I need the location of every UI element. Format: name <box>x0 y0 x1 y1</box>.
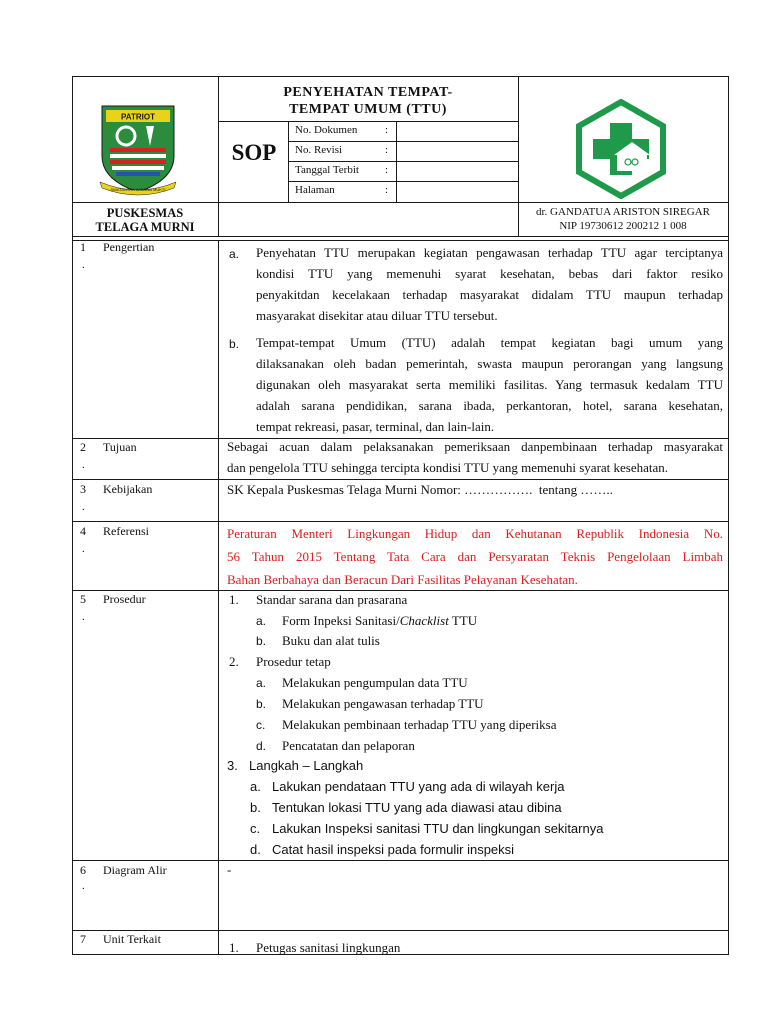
row-5-number: 5 <box>80 592 86 606</box>
field-revision-label: No. Revisi <box>295 144 343 156</box>
reference-line-2: 56 Tahun 2015 Tentang Tata Cara dan Persyaratan Teknis Pengelolaan Limbah <box>227 549 723 564</box>
def-b-text <box>256 332 723 437</box>
proc-2a-marker: a. <box>256 676 267 690</box>
row-5-label: Prosedur <box>103 592 146 606</box>
field-issue-date-label: Tanggal Terbit <box>295 164 359 176</box>
proc-2c-text: Melakukan pembinaan terhadap TTU yang diperiksa <box>282 717 557 732</box>
proc-3d-text: Catat hasil inspeksi pada formulir inspeksi <box>272 842 515 857</box>
proc-1b-text: Buku dan alat tulis <box>282 633 380 648</box>
row-1-number: 1 <box>80 240 86 254</box>
org-line-2: TELAGA MURNI <box>95 220 195 234</box>
proc-2-marker: 2. <box>229 654 239 669</box>
proc-3b-text: Tentukan lokasi TTU yang ada diawasi atau dibina <box>272 800 562 815</box>
official-name: dr. GANDATUA ARISTON SIREGAR <box>536 206 710 218</box>
def-b-marker: b. <box>229 337 240 351</box>
reference-text <box>227 522 723 591</box>
row-4-label: Referensi <box>103 524 149 538</box>
row-6-dot: . <box>82 880 85 892</box>
def-a-line-1: Penyehatan TTU merupakan kegiatan pengawasan terhadap TTU agar terciptanya <box>256 245 723 260</box>
proc-2d-marker: d. <box>256 739 267 753</box>
proc-2b-text: Melakukan pengawasan terhadap TTU <box>282 696 484 711</box>
proc-3-title: Langkah – Langkah <box>249 758 364 773</box>
org-name <box>72 206 218 234</box>
unit-text: Petugas sanitasi lingkungan <box>256 940 401 955</box>
def-a-line-4: masyarakat disekitar atau diluar TTU tersebut. <box>256 308 498 323</box>
def-a-line-2: kondisi TTU yang memenuhi syarat kesehatan, bebas dari faktor resiko <box>256 266 723 281</box>
field-doc-number-label: No. Dokumen <box>295 124 358 136</box>
def-a-marker: a. <box>229 247 240 261</box>
proc-2b-marker: b. <box>256 697 267 711</box>
proc-1a-pre: Form Inpeksi Sanitasi/ <box>282 613 400 628</box>
row-2-number: 2 <box>80 440 86 454</box>
purpose-line-1: Sebagai acuan dalam pelaksanakan pemeriksaan danpembinaan terhadap masyarakat <box>227 439 723 454</box>
puskesmas-logo <box>574 99 668 199</box>
sop-label: SOP <box>231 140 277 165</box>
purpose-line-2: dan pengelola TTU sehingga tercipta kondisi TTU yang memenuhi syarat kesehatan. <box>227 460 669 475</box>
proc-3d-marker: d. <box>250 842 261 857</box>
purpose-text <box>227 436 723 478</box>
row-3-number: 3 <box>80 482 86 496</box>
proc-3a-text: Lakukan pendataan TTU yang ada di wilayah kerja <box>272 779 565 794</box>
proc-3b-marker: b. <box>250 800 261 815</box>
def-b-line-1: Tempat-tempat Umum (TTU) adalah tempat kegiatan bagi umum yang <box>256 335 723 350</box>
title-line-2: TEMPAT UMUM (TTU) <box>289 102 447 117</box>
row-3-label: Kebijakan <box>103 482 153 496</box>
row-4-number: 4 <box>80 524 86 538</box>
official-block <box>520 205 726 233</box>
org-line-1: PUSKESMAS <box>106 206 184 220</box>
regency-logo <box>96 102 180 198</box>
row-1-dot: . <box>82 259 85 271</box>
proc-3a-marker: a. <box>250 779 261 794</box>
def-b-line-2: dilaksanakan oleh badan pemerintah, swasta maupun perorangan yang langsung <box>256 356 723 371</box>
row-6-label: Diagram Alir <box>103 863 167 877</box>
row-2-dot: . <box>82 459 85 471</box>
proc-2-title: Prosedur tetap <box>256 654 331 669</box>
proc-1-title: Standar sarana dan prasarana <box>256 592 408 607</box>
proc-1b-marker: b. <box>256 634 267 648</box>
field-issue-date-sep: : <box>385 164 389 176</box>
svg-text:PATRIOT: PATRIOT <box>121 112 155 122</box>
row-6-number: 6 <box>80 863 86 877</box>
page-title <box>218 84 518 118</box>
proc-1a-marker: a. <box>256 614 267 628</box>
flowchart-text: - <box>227 862 232 877</box>
row-2-label: Tujuan <box>103 440 137 454</box>
proc-3c-text: Lakukan Inspeksi sanitasi TTU dan lingkungan sekitarnya <box>272 821 604 836</box>
policy-text: SK Kepala Puskesmas Telaga Murni Nomor: ……………. tentang …….. <box>227 482 613 497</box>
proc-2d-text: Pencatatan dan pelaporan <box>282 738 415 753</box>
field-doc-number-sep: : <box>385 124 389 136</box>
proc-1a-post: TTU <box>448 613 478 628</box>
row-3-dot: . <box>82 501 85 513</box>
row-4-dot: . <box>82 543 85 555</box>
field-page-sep: : <box>385 184 389 196</box>
row-7-number: 7 <box>80 932 86 946</box>
def-b-line-3: digunakan oleh masyarakat serta memiliki fasilitas. Yang termasuk kedalam TTU <box>256 377 723 392</box>
reference-line-3: Bahan Berbahaya dan Beracun Dari Fasilitas Pelayanan Kesehatan. <box>227 572 578 587</box>
title-line-1: PENYEHATAN TEMPAT- <box>283 85 453 100</box>
field-page-label: Halaman <box>295 184 335 196</box>
proc-1a-ital: Chacklist <box>399 613 449 628</box>
proc-1a-text <box>282 613 477 629</box>
proc-3-marker: 3. <box>227 758 238 773</box>
def-b-line-5: tempat rekreasi, pasar, terminal, dan lain-lain. <box>256 419 495 434</box>
proc-3c-marker: c. <box>250 821 261 836</box>
official-nip: NIP 19730612 200212 1 008 <box>559 220 687 232</box>
field-revision-sep: : <box>385 144 389 156</box>
proc-2a-text: Melakukan pengumpulan data TTU <box>282 675 468 690</box>
reference-line-1: Peraturan Menteri Lingkungan Hidup dan Kehutanan Republik Indonesia No. <box>227 526 723 541</box>
row-5-dot: . <box>82 611 85 623</box>
unit-marker: 1. <box>229 940 239 955</box>
def-a-line-3: penyakitdan kecelakaan terhadap masyarakat didalam TTU maupun terhadap <box>256 287 723 302</box>
def-b-line-4: adalah sarana pendidikan, sarana ibada, perkantoran, hotel, sarana kesehatan, <box>256 398 723 413</box>
def-a-text <box>256 242 723 326</box>
row-7-label: Unit Terkait <box>103 932 161 946</box>
proc-2c-marker: c. <box>256 718 266 732</box>
svg-text:SWATANTRA WIBAWA MUKTI: SWATANTRA WIBAWA MUKTI <box>110 187 166 192</box>
proc-1-marker: 1. <box>229 592 239 607</box>
row-1-label: Pengertian <box>103 240 155 254</box>
